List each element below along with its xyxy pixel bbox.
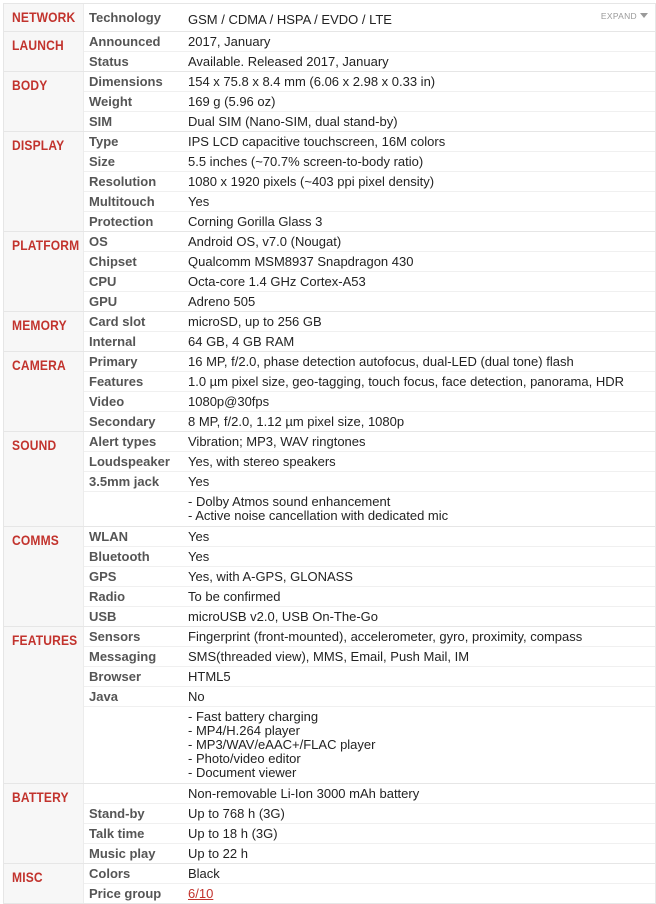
spec-row xyxy=(84,4,655,31)
category-cell xyxy=(4,132,84,231)
spec-value: microSD, up to 256 GB xyxy=(188,314,322,329)
spec-value-line: - Dolby Atmos sound enhancement xyxy=(188,494,391,509)
spec-row xyxy=(84,352,655,371)
category-cell xyxy=(4,32,84,71)
spec-value-line: - Active noise cancellation with dedicated mic xyxy=(188,508,449,523)
spec-value: Yes, with stereo speakers xyxy=(188,454,336,469)
spec-row xyxy=(84,391,655,411)
spec-value: 8 MP, f/2.0, 1.12 µm pixel size, 1080p xyxy=(188,414,405,429)
spec-label: Price group xyxy=(89,886,162,901)
spec-section-body xyxy=(4,71,655,131)
spec-label: Status xyxy=(89,54,129,69)
spec-row xyxy=(84,451,655,471)
spec-section-memory xyxy=(4,311,655,351)
spec-row xyxy=(84,527,655,546)
category-cell xyxy=(4,864,84,903)
spec-row xyxy=(84,546,655,566)
spec-value: IPS LCD capacitive touchscreen, 16M colors xyxy=(188,134,446,149)
spec-section-misc xyxy=(4,863,655,903)
spec-label: Resolution xyxy=(89,174,157,189)
spec-section-comms xyxy=(4,526,655,626)
category-cell xyxy=(4,527,84,626)
spec-row xyxy=(84,72,655,91)
spec-label: OS xyxy=(89,234,108,249)
category-cell xyxy=(4,432,84,526)
category-label: LAUNCH xyxy=(12,37,64,53)
spec-value: Qualcomm MSM8937 Snapdragon 430 xyxy=(188,254,414,269)
spec-row xyxy=(84,803,655,823)
category-label: MISC xyxy=(12,869,43,885)
spec-label: Announced xyxy=(89,34,161,49)
spec-row xyxy=(84,491,655,526)
spec-label: Secondary xyxy=(89,414,156,429)
spec-label: WLAN xyxy=(89,529,128,544)
spec-value: Available. Released 2017, January xyxy=(188,54,389,69)
spec-label: Bluetooth xyxy=(89,549,150,564)
spec-row xyxy=(84,586,655,606)
spec-row xyxy=(84,331,655,351)
spec-label: Browser xyxy=(89,669,142,684)
spec-row xyxy=(84,566,655,586)
spec-label: Type xyxy=(89,134,119,149)
spec-value: Fingerprint (front-mounted), accelerometer, gyro, proximity, compass xyxy=(188,629,583,644)
category-label: SOUND xyxy=(12,437,57,453)
spec-value: Yes xyxy=(188,549,210,564)
spec-label: Java xyxy=(89,689,118,704)
spec-row xyxy=(84,251,655,271)
spec-label: Internal xyxy=(89,334,136,349)
category-label: MEMORY xyxy=(12,317,67,333)
spec-label: GPS xyxy=(89,569,117,584)
spec-row xyxy=(84,627,655,646)
spec-value: 1080p@30fps xyxy=(188,394,270,409)
spec-section-display xyxy=(4,131,655,231)
spec-value: Up to 18 h (3G) xyxy=(188,826,278,841)
spec-row xyxy=(84,32,655,51)
spec-value-line: - MP4/H.264 player xyxy=(188,723,300,738)
spec-row xyxy=(84,606,655,626)
spec-row xyxy=(84,91,655,111)
spec-row xyxy=(84,232,655,251)
category-cell xyxy=(4,72,84,131)
category-label: DISPLAY xyxy=(12,137,65,153)
spec-row xyxy=(84,686,655,706)
spec-section-platform xyxy=(4,231,655,311)
spec-row xyxy=(84,371,655,391)
specs-table xyxy=(3,3,656,904)
spec-value xyxy=(188,886,213,901)
spec-value: 16 MP, f/2.0, phase detection autofocus, dual-LED (dual tone) flash xyxy=(188,354,574,369)
category-cell xyxy=(4,352,84,431)
spec-label: Technology xyxy=(89,10,161,25)
spec-label: Weight xyxy=(89,94,133,109)
spec-value xyxy=(188,710,375,780)
category-cell xyxy=(4,312,84,351)
spec-value: Black xyxy=(188,866,220,881)
spec-value: 5.5 inches (~70.7% screen-to-body ratio) xyxy=(188,154,424,169)
spec-section-sound xyxy=(4,431,655,526)
spec-row xyxy=(84,132,655,151)
spec-row xyxy=(84,646,655,666)
spec-label: Music play xyxy=(89,846,156,861)
spec-value: Android OS, v7.0 (Nougat) xyxy=(188,234,342,249)
spec-value: 2017, January xyxy=(188,34,271,49)
spec-value: Adreno 505 xyxy=(188,294,256,309)
category-cell xyxy=(4,4,84,31)
spec-value: No xyxy=(188,689,205,704)
spec-label: Primary xyxy=(89,354,138,369)
spec-value: Octa-core 1.4 GHz Cortex-A53 xyxy=(188,274,366,289)
spec-label: Multitouch xyxy=(89,194,155,209)
spec-value: Corning Gorilla Glass 3 xyxy=(188,214,323,229)
spec-row xyxy=(84,191,655,211)
spec-value: Yes xyxy=(188,474,210,489)
spec-label: 3.5mm jack xyxy=(89,474,160,489)
spec-value xyxy=(188,495,448,523)
category-label: COMMS xyxy=(12,532,60,548)
spec-section-features xyxy=(4,626,655,783)
spec-row xyxy=(84,211,655,231)
spec-value: 64 GB, 4 GB RAM xyxy=(188,334,295,349)
spec-value: 154 x 75.8 x 8.4 mm (6.06 x 2.98 x 0.33 in) xyxy=(188,74,436,89)
spec-label: Card slot xyxy=(89,314,146,329)
spec-value: 169 g (5.96 oz) xyxy=(188,94,276,109)
spec-label: Loudspeaker xyxy=(89,454,170,469)
spec-label: GPU xyxy=(89,294,118,309)
spec-label: Features xyxy=(89,374,144,389)
spec-value: Non-removable Li-Ion 3000 mAh battery xyxy=(188,786,420,801)
spec-label: Alert types xyxy=(89,434,157,449)
spec-value-line: - Document viewer xyxy=(188,765,297,780)
spec-row xyxy=(84,471,655,491)
category-cell xyxy=(4,784,84,863)
spec-row xyxy=(84,784,655,803)
spec-value: microUSB v2.0, USB On-The-Go xyxy=(188,609,378,624)
spec-row xyxy=(84,411,655,431)
spec-label: Talk time xyxy=(89,826,145,841)
spec-section-battery xyxy=(4,783,655,863)
category-label: BODY xyxy=(12,77,48,93)
spec-section-launch xyxy=(4,31,655,71)
spec-label: Chipset xyxy=(89,254,137,269)
spec-row xyxy=(84,271,655,291)
spec-value: 1.0 µm pixel size, geo-tagging, touch focus, face detection, panorama, HDR xyxy=(188,374,625,389)
spec-label: Messaging xyxy=(89,649,157,664)
spec-value: Vibration; MP3, WAV ringtones xyxy=(188,434,366,449)
spec-row xyxy=(84,883,655,903)
spec-value-line: - MP3/WAV/eAAC+/FLAC player xyxy=(188,737,376,752)
spec-row xyxy=(84,666,655,686)
category-label: BATTERY xyxy=(12,789,69,805)
spec-row xyxy=(84,151,655,171)
expand-label: EXPAND xyxy=(600,11,637,21)
spec-value: Dual SIM (Nano-SIM, dual stand-by) xyxy=(188,114,398,129)
spec-label: Radio xyxy=(89,589,126,604)
spec-row xyxy=(84,843,655,863)
spec-row xyxy=(84,291,655,311)
spec-label: SIM xyxy=(89,114,113,129)
spec-value: SMS(threaded view), MMS, Email, Push Mail, IM xyxy=(188,649,470,664)
spec-label: Video xyxy=(89,394,125,409)
spec-label: USB xyxy=(89,609,117,624)
spec-row xyxy=(84,312,655,331)
category-label: NETWORK xyxy=(12,9,76,25)
spec-label: Dimensions xyxy=(89,74,163,89)
category-cell xyxy=(4,232,84,311)
spec-value: GSM / CDMA / HSPA / EVDO / LTE xyxy=(188,12,392,27)
spec-value: HTML5 xyxy=(188,669,231,684)
spec-row xyxy=(84,823,655,843)
spec-value: 1080 x 1920 pixels (~403 ppi pixel density) xyxy=(188,174,435,189)
spec-value: Yes xyxy=(188,194,210,209)
category-label: PLATFORM xyxy=(12,237,80,253)
price-group-link[interactable]: 6/10 xyxy=(188,886,214,901)
spec-value: Up to 22 h xyxy=(188,846,248,861)
spec-row xyxy=(84,171,655,191)
spec-label: Colors xyxy=(89,866,131,881)
spec-row xyxy=(84,111,655,131)
spec-section-camera xyxy=(4,351,655,431)
spec-value-line: - Fast battery charging xyxy=(188,709,319,724)
spec-row xyxy=(84,864,655,883)
spec-section-network xyxy=(4,3,655,31)
spec-label: Size xyxy=(89,154,116,169)
category-label: CAMERA xyxy=(12,357,66,373)
category-label: FEATURES xyxy=(12,632,78,648)
spec-row xyxy=(84,51,655,71)
category-cell xyxy=(4,627,84,783)
spec-value: To be confirmed xyxy=(188,589,281,604)
spec-label: Stand-by xyxy=(89,806,145,821)
spec-label: Sensors xyxy=(89,629,141,644)
spec-label: Protection xyxy=(89,214,154,229)
spec-row xyxy=(84,432,655,451)
spec-row xyxy=(84,706,655,783)
spec-value: Up to 768 h (3G) xyxy=(188,806,285,821)
spec-label: CPU xyxy=(89,274,117,289)
spec-value: Yes xyxy=(188,529,210,544)
spec-value: Yes, with A-GPS, GLONASS xyxy=(188,569,353,584)
spec-value-line: - Photo/video editor xyxy=(188,751,301,766)
